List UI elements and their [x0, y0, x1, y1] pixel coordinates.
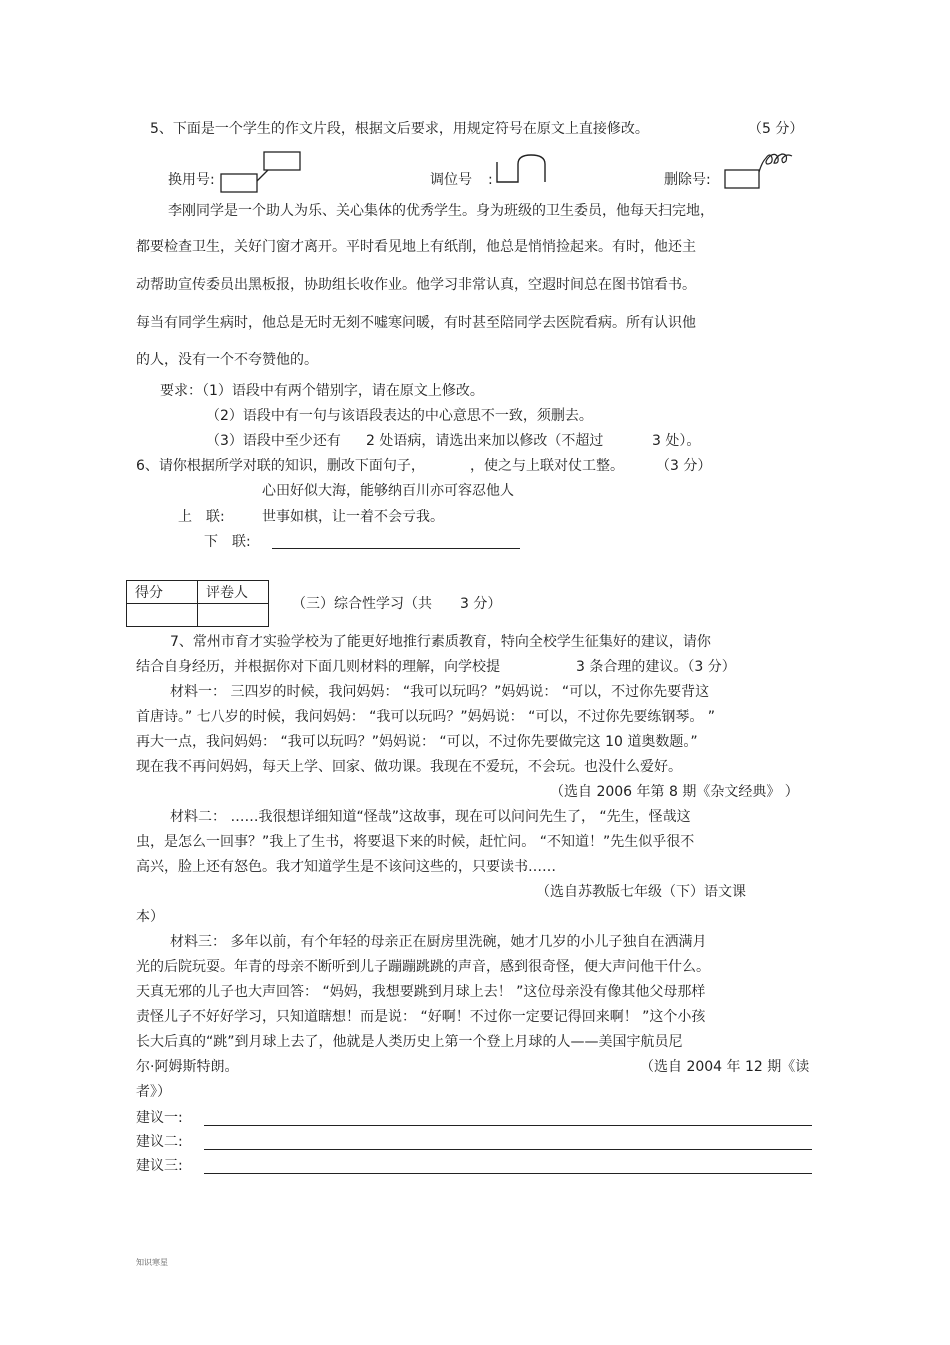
material-1-line: 材料一： 三四岁的时候，我问妈妈： “我可以玩吗？”妈妈说： “可以，不过你先要背这 [170, 684, 710, 700]
delete-symbol-label: 删除号: [664, 172, 711, 188]
requirement-2: （2）语段中有一句与该语段表达的中心意思不一致，须删去。 [206, 408, 593, 424]
lower-couplet-label: 下 联: [204, 534, 251, 550]
suggestion-3-label: 建议三: [136, 1158, 183, 1174]
passage-line: 都要检查卫生，关好门窗才离开。平时看见地上有纸削，他总是悄悄捡起来。有时，他还主 [136, 239, 696, 255]
material-3-line: 天真无邪的儿子也大声回答： “妈妈，我想要跳到月球上去！ ”这位母亲没有像其他父母那样 [136, 984, 706, 1000]
requirement-3c: 3 处）。 [652, 433, 701, 449]
lower-couplet-answer-line[interactable] [272, 548, 520, 549]
material-3-line: 长大后真的“跳”到月球上去了，他就是人类历史上第一个登上月球的人——美国宇航员尼 [136, 1034, 683, 1050]
q6-title-a: 6、请你根据所学对联的知识，删改下面句子， [136, 458, 425, 474]
suggestion-1-line[interactable] [204, 1125, 812, 1126]
q6-score: （3 分） [656, 458, 712, 474]
replace-symbol-icon [218, 150, 308, 196]
passage-line: 动帮助宣传委员出黑板报，协助组长收作业。他学习非常认真，空遐时间总在图书馆看书。 [136, 277, 696, 293]
material-1-source: （选自 2006 年第 8 期《杂文经典》 ） [550, 784, 799, 800]
material-1-line: 首唐诗。” 七八岁的时候，我问妈妈： “我可以玩吗？”妈妈说： “可以，不过你先要练钢琴。 ” [136, 709, 716, 725]
requirement-3a: （3）语段中至少还有 [206, 433, 341, 449]
passage-line: 的人，没有一个不夸赞他的。 [136, 352, 318, 368]
suggestion-3-line[interactable] [204, 1173, 812, 1174]
passage-line: 李刚同学是一个助人为乐、关心集体的优秀学生。身为班级的卫生委员，他每天扫完地， [168, 203, 714, 219]
material-2-source-end: 本） [136, 909, 164, 925]
suggestion-2-label: 建议二: [136, 1134, 183, 1150]
q6-title-b: ，使之与上联对仗工整。 [470, 458, 624, 474]
score-cell[interactable] [127, 604, 198, 627]
material-3-line: 材料三： 多年以前，有个年轻的母亲正在厨房里洗碗，她才几岁的小儿子独自在洒满月 [170, 934, 707, 950]
suggestion-1-label: 建议一: [136, 1110, 183, 1126]
section3-title-a: （三）综合性学习（共 [292, 596, 432, 612]
q6-sentence: 心田好似大海，能够纳百川亦可容忍他人 [262, 483, 514, 499]
material-2-line: 虫，是怎么一回事？”我上了生书，将要退下来的时候，赶忙问。 “不知道！”先生似乎很不 [136, 834, 695, 850]
section3-title-b: 3 分） [460, 596, 502, 612]
material-3-source-end: 者》） [136, 1084, 171, 1100]
score-table [126, 580, 269, 627]
replace-symbol-label: 换用号: [168, 172, 215, 188]
score-header: 得分 [127, 581, 198, 604]
move-symbol-label: 调位号 [430, 172, 472, 188]
move-symbol-colon: : [488, 172, 493, 188]
material-1-line: 再大一点，我问妈妈： “我可以玩吗？”妈妈说： “可以，不过你先要做完这 10 道奥数题。” [136, 734, 698, 750]
upper-couplet-label: 上 联: [178, 509, 225, 525]
material-2-source: （选自苏教版七年级（下）语文课 [536, 884, 746, 900]
material-2-line: 材料二： ……我很想详细知道“怪哉”这故事，现在可以问问先生了， “先生，怪哉这 [170, 809, 691, 825]
material-1-line: 现在我不再问妈妈，每天上学、回家、做功课。我现在不爱玩，不会玩。也没什么爱好。 [136, 759, 682, 775]
grader-cell[interactable] [198, 604, 269, 627]
suggestion-2-line[interactable] [204, 1149, 812, 1150]
q7-line: 结合自身经历，并根据你对下面几则材料的理解，向学校提 [136, 659, 500, 675]
q5-score: （5 分） [748, 121, 804, 137]
move-symbol-icon [494, 152, 556, 188]
material-3-line: 尔·阿姆斯特朗。 [136, 1059, 239, 1075]
q7-line: 7、常州市育才实验学校为了能更好地推行素质教育，特向全校学生征集好的建议，请你 [170, 634, 711, 650]
footer-text: 知识寒星 [136, 1258, 168, 1267]
q5-title: 5、下面是一个学生的作文片段，根据文后要求，用规定符号在原文上直接修改。 [150, 121, 649, 137]
material-3-line: 光的后院玩耍。年青的母亲不断听到儿子蹦蹦跳跳的声音，感到很奇怪，便大声问他干什么。 [136, 959, 710, 975]
passage-line: 每当有同学生病时，他总是无时无刻不嘘寒问暖，有时甚至陪同学去医院看病。所有认识他 [136, 315, 696, 331]
material-2-line: 高兴，脸上还有怒色。我才知道学生是不该问这些的，只要读书…… [136, 859, 556, 875]
delete-symbol-icon [722, 150, 802, 194]
requirement-3b: 2 处语病，请选出来加以修改（不超过 [366, 433, 604, 449]
material-3-line: 责怪儿子不好好学习，只知道瞎想！而是说： “好啊！不过你一定要记得回来啊！ ”这个小孩 [136, 1009, 706, 1025]
grader-header: 评卷人 [198, 581, 269, 604]
material-3-source: （选自 2004 年 12 期《读 [640, 1059, 810, 1075]
requirement-1: 要求：（1）语段中有两个错别字，请在原文上修改。 [160, 383, 484, 399]
q7-line: 3 条合理的建议。（3 分） [576, 659, 736, 675]
upper-couplet-text: 世事如棋，让一着不会亏我。 [262, 509, 444, 525]
